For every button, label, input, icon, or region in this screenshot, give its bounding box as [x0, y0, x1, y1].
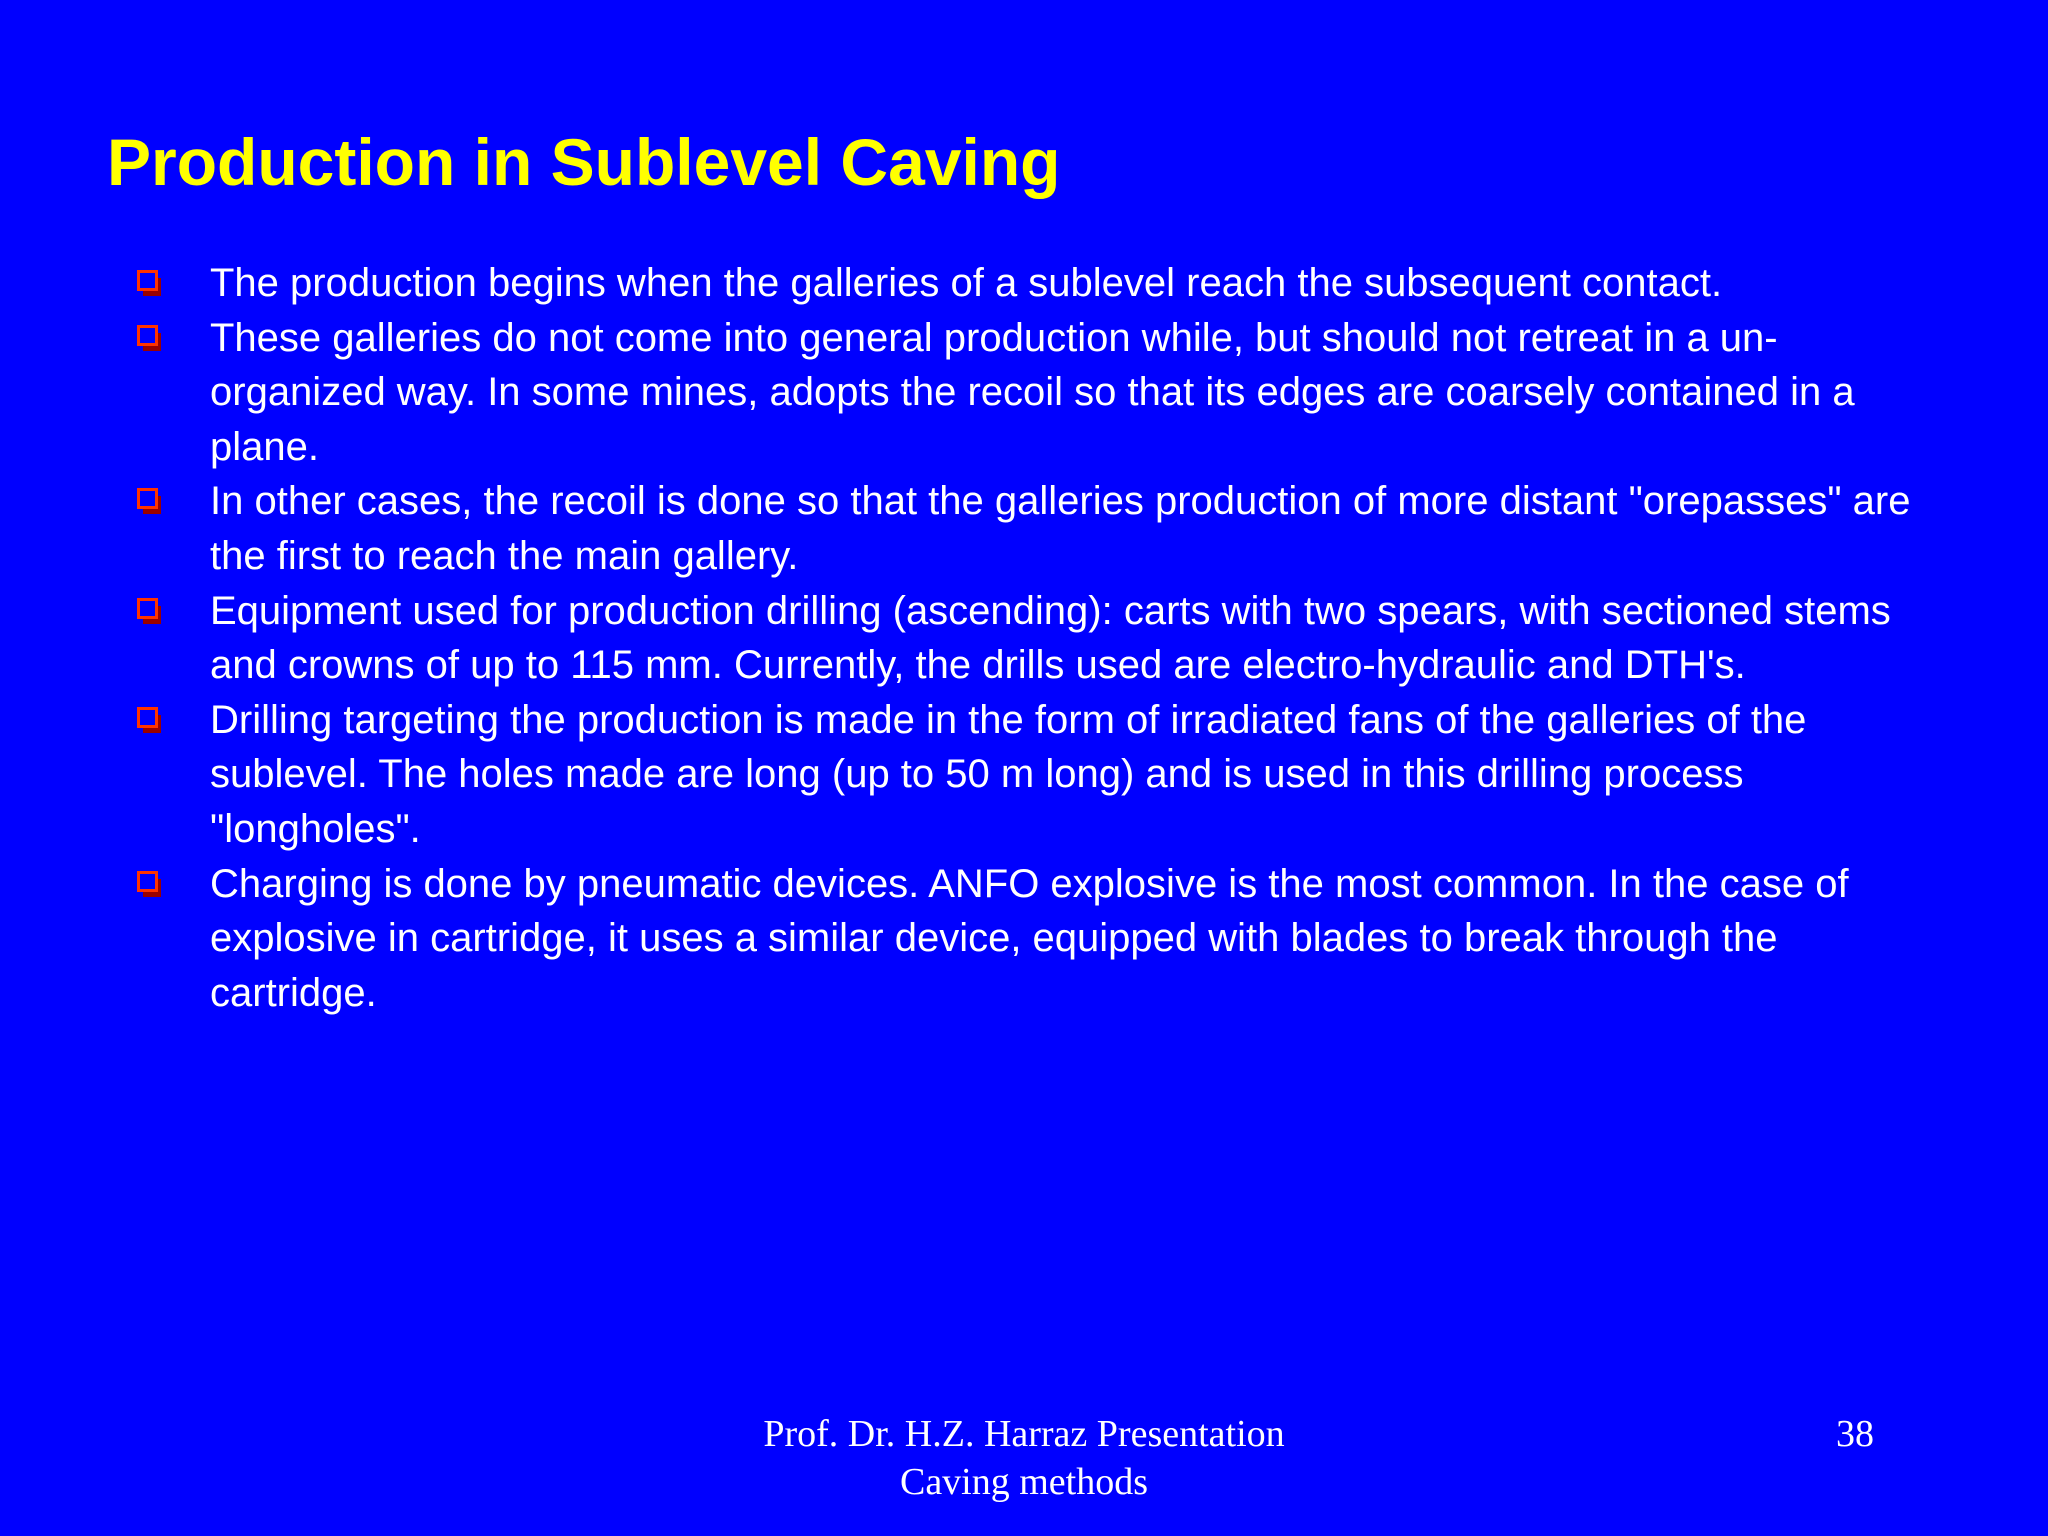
checkbox-square-icon	[137, 270, 161, 296]
bullet-item	[135, 256, 1935, 311]
footer	[624, 1410, 1424, 1506]
bullet-text: In other cases, the recoil is done so that the galleries production of more distant "orepasses" are the first to reach the main gallery.	[210, 479, 1911, 578]
bullet-item	[135, 693, 1935, 857]
bullet-item	[135, 311, 1935, 475]
bullet-list	[135, 256, 1935, 1020]
bullet-item	[135, 857, 1935, 1021]
checkbox-square-icon	[137, 325, 161, 351]
checkbox-square-icon	[137, 598, 161, 624]
bullet-text: These galleries do not come into general production while, but should not retreat in a un-organized way. In some mines, adopts the recoil so that its edges are coarsely contained in a plane.	[210, 315, 1855, 469]
bullet-item	[135, 474, 1935, 583]
footer-author: Prof. Dr. H.Z. Harraz Presentation	[763, 1413, 1285, 1455]
checkbox-square-icon	[137, 871, 161, 897]
bullet-item	[135, 584, 1935, 693]
footer-topic: Caving methods	[899, 1461, 1149, 1503]
bullet-text: Drilling targeting the production is made in the form of irradiated fans of the galleries of the sublevel. The holes made are long (up to 50 m long) and is used in this drilling process "longholes".	[210, 697, 1807, 851]
slide-title: Production in Sublevel Caving	[107, 125, 1061, 199]
bullet-text: Equipment used for production drilling (ascending): carts with two spears, with sectioned stems and crowns of up to 115 mm. Currently, the drills used are electro-hydraulic and DTH's.	[210, 588, 1891, 688]
bullet-text: Charging is done by pneumatic devices. ANFO explosive is the most common. In the case of explosive in cartridge, it uses a similar device, equipped with blades to break through the cartridge.	[210, 861, 1849, 1015]
bullet-text: The production begins when the galleries of a sublevel reach the subsequent contact.	[210, 261, 1723, 305]
checkbox-square-icon	[137, 707, 161, 733]
checkbox-square-icon	[137, 488, 161, 514]
page-number: 38	[1836, 1413, 1874, 1455]
